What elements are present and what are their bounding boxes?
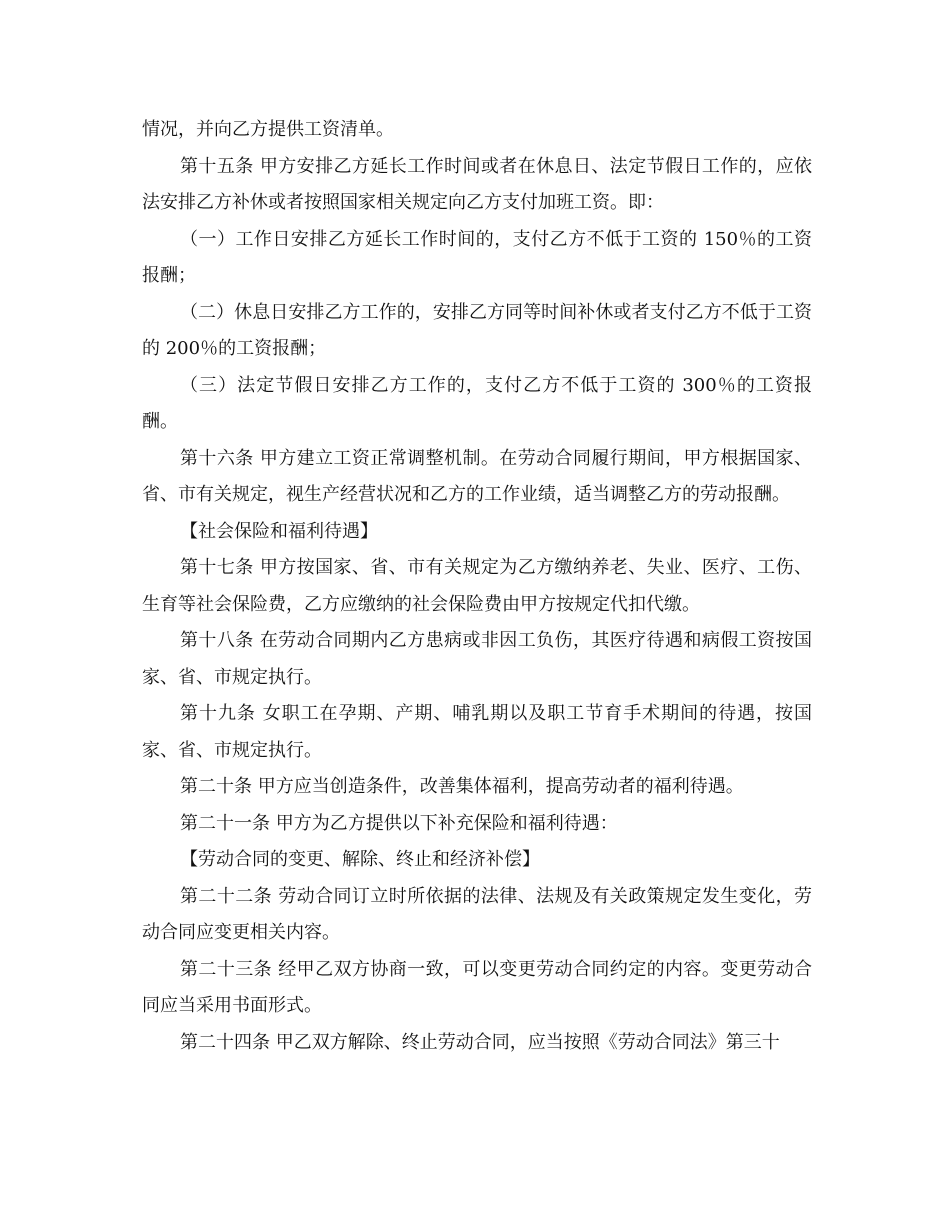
article-24: 第二十四条 甲乙双方解除、终止劳动合同，应当按照《劳动合同法》第三十 — [180, 1031, 780, 1053]
article-23: 第二十三条 经甲乙双方协商一致，可以变更劳动合同约定的内容。变更劳动合同应当采用书面形式。 — [142, 958, 812, 1016]
article-16: 第十六条 甲方建立工资正常调整机制。在劳动合同履行期间，甲方根据国家、省、市有关规定，视生产经营状况和乙方的工作业绩，适当调整乙方的劳动报酬。 — [142, 447, 812, 505]
document-body — [142, 112, 812, 1061]
article-15-item-1: （一）工作日安排乙方延长工作时间的，支付乙方不低于工资的 150％的工资报酬； — [142, 228, 812, 286]
section-heading-contract-change: 【劳动合同的变更、解除、终止和经济补偿】 — [180, 849, 540, 870]
paragraph-continuation: 情况，并向乙方提供工资清单。 — [142, 119, 394, 140]
article-15: 第十五条 甲方安排乙方延长工作时间或者在休息日、法定节假日工作的，应依法安排乙方补休或者按照国家相关规定向乙方支付加班工资。即： — [142, 155, 812, 213]
article-18: 第十八条 在劳动合同期内乙方患病或非因工负伤，其医疗待遇和病假工资按国家、省、市规定执行。 — [142, 630, 812, 688]
article-15-item-3: （三）法定节假日安排乙方工作的，支付乙方不低于工资的 300％的工资报酬。 — [142, 374, 812, 432]
article-17: 第十七条 甲方按国家、省、市有关规定为乙方缴纳养老、失业、医疗、工伤、生育等社会保险费，乙方应缴纳的社会保险费由甲方按规定代扣代缴。 — [142, 557, 812, 615]
section-heading-social-insurance: 【社会保险和福利待遇】 — [180, 520, 378, 542]
article-22: 第二十二条 劳动合同订立时所依据的法律、法规及有关政策规定发生变化，劳动合同应变更相关内容。 — [142, 885, 812, 943]
article-19: 第十九条 女职工在孕期、产期、哺乳期以及职工节育手术期间的待遇，按国家、省、市规定执行。 — [142, 703, 812, 761]
article-20: 第二十条 甲方应当创造条件，改善集体福利，提高劳动者的福利待遇。 — [180, 776, 744, 797]
article-15-item-2: （二）休息日安排乙方工作的，安排乙方同等时间补休或者支付乙方不低于工资的 200％的工资报酬； — [142, 301, 812, 359]
article-21: 第二十一条 甲方为乙方提供以下补充保险和福利待遇： — [180, 812, 618, 834]
